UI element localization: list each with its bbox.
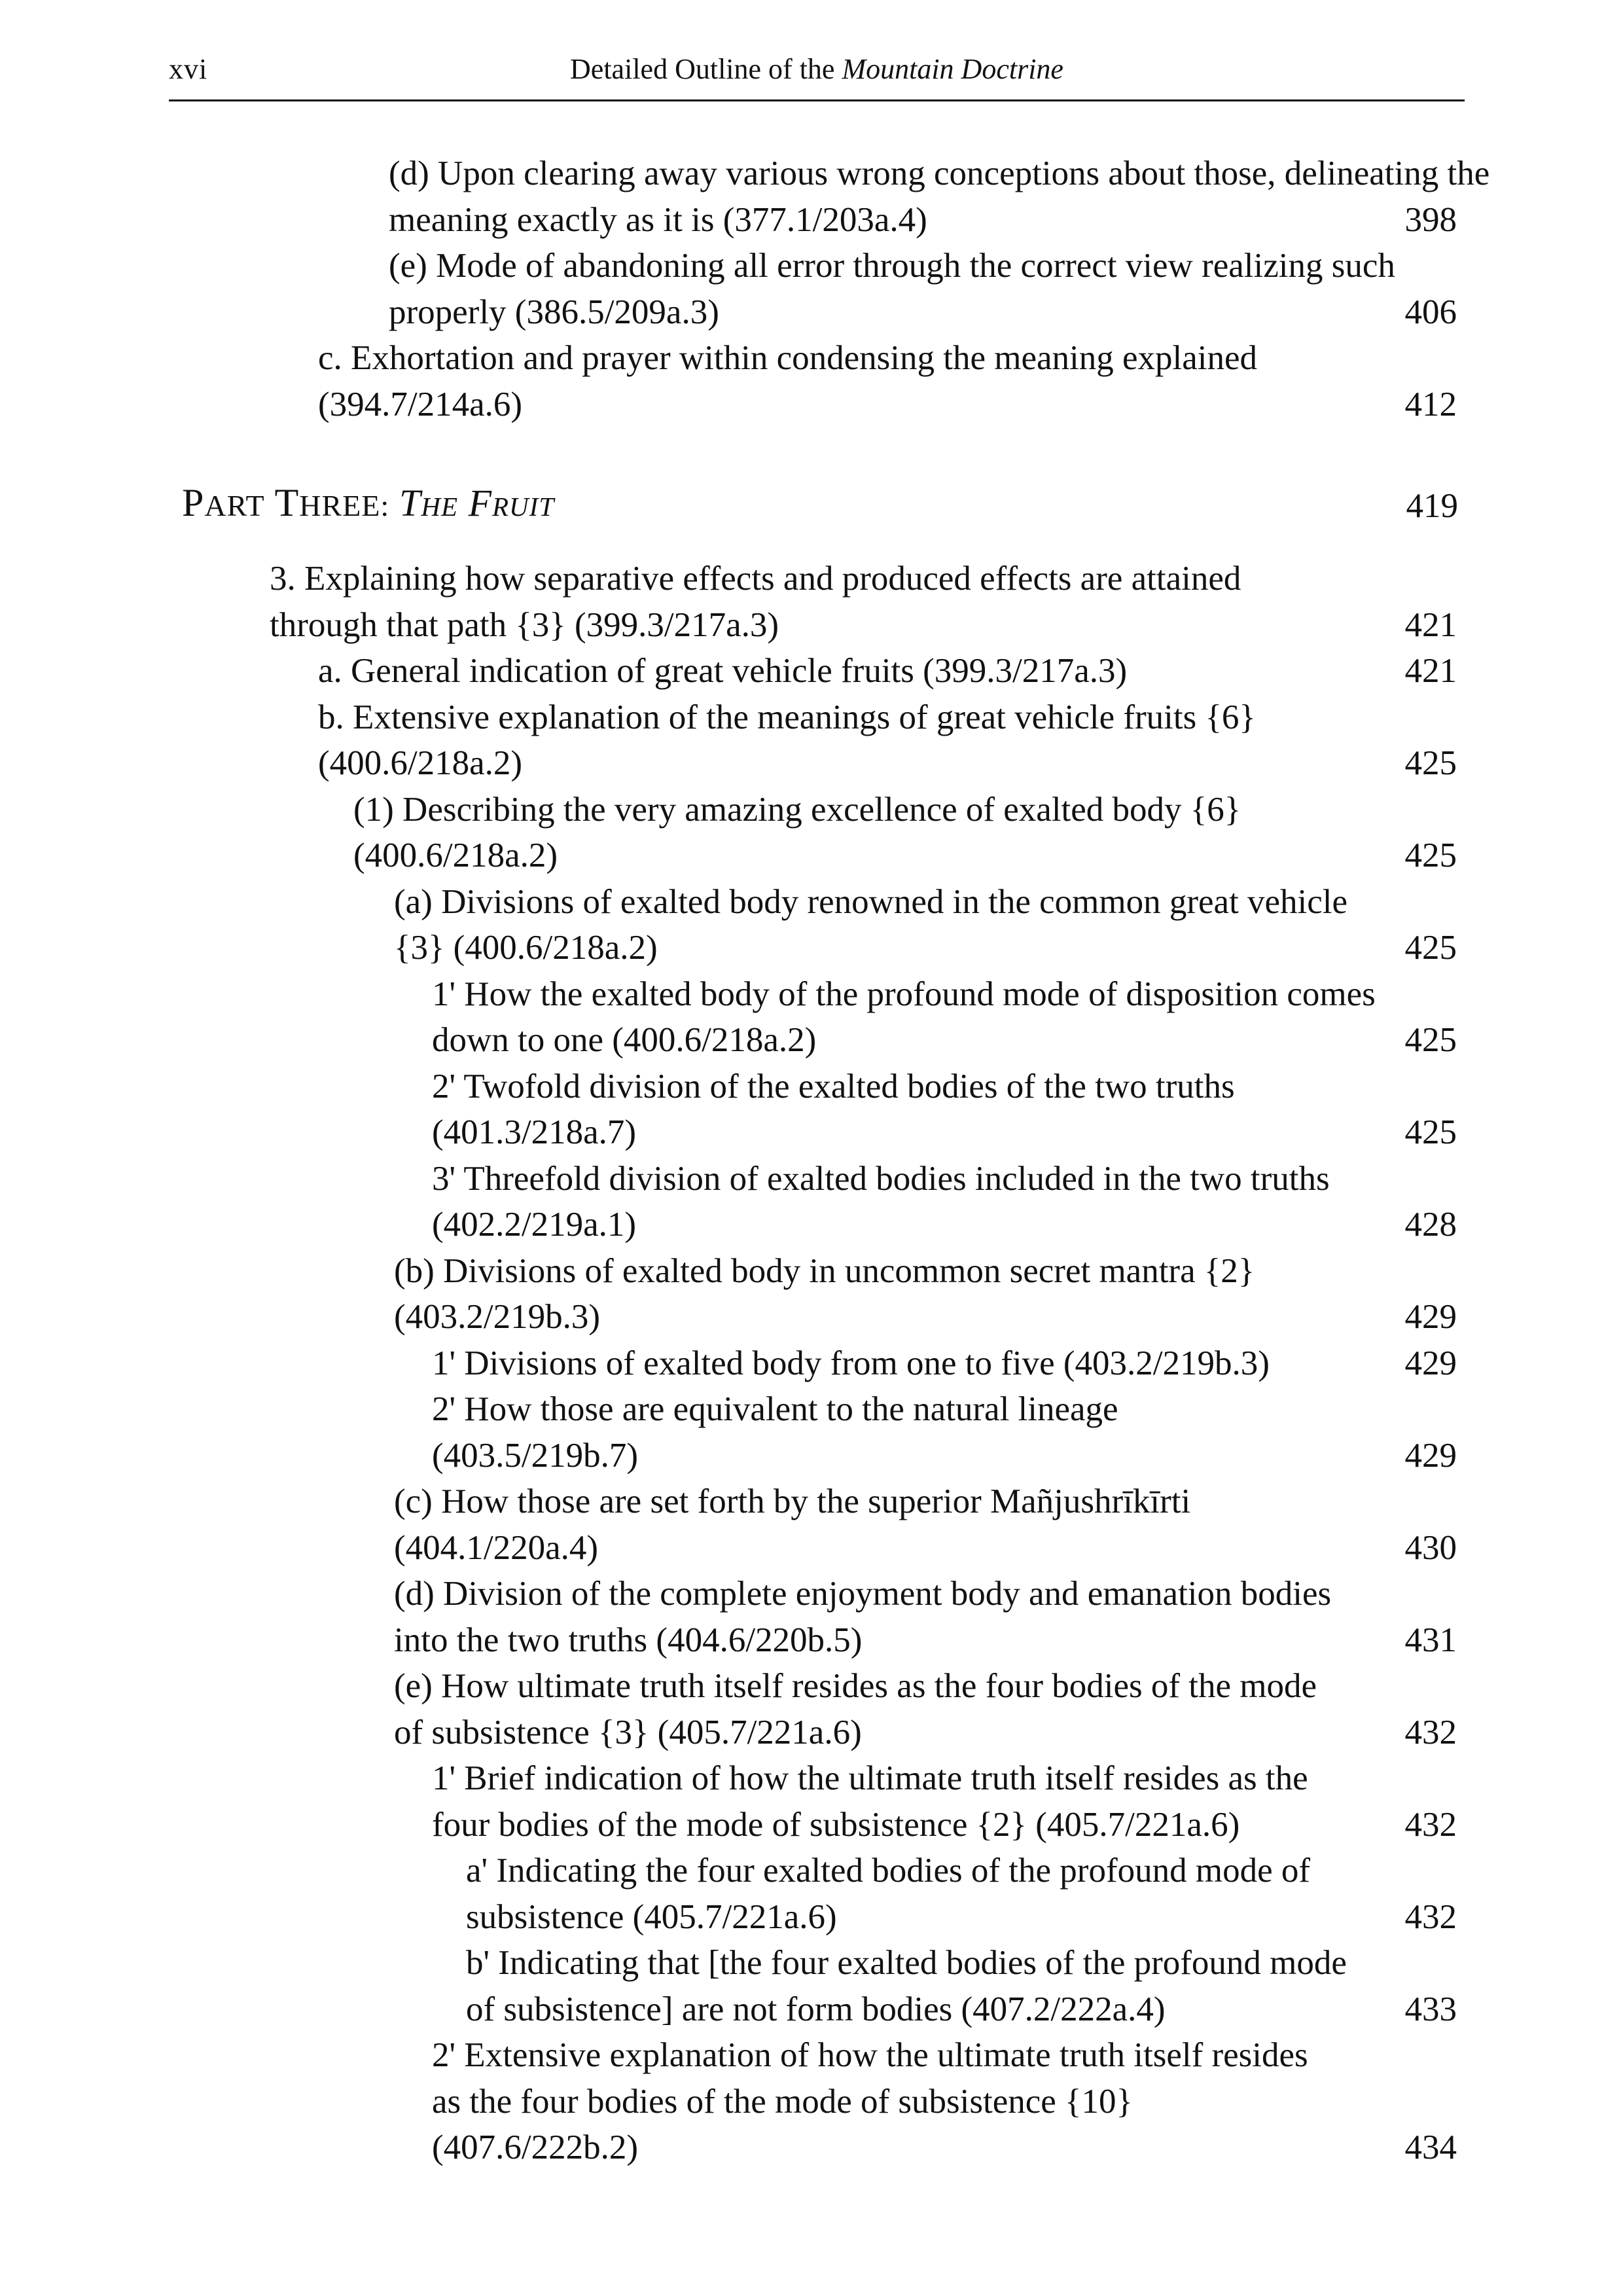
toc-entry-page: 432 [1404, 1713, 1457, 1751]
toc-entry-text: a' Indicating the four exalted bodies of the profound mode of subsistence (405.7/221a.6) [466, 1852, 1310, 1936]
toc-entry [318, 694, 1623, 787]
part-title: PART THREE: The Fruit [182, 481, 555, 524]
toc-entry [432, 1064, 1623, 1156]
part-subtitle: The Fruit [399, 482, 555, 524]
toc-entry-text: (d) Upon clearing away various wrong conceptions about those, delineating the meaning exactly as it is (377.1/203a.4) [389, 154, 1490, 239]
toc-entry-page: 425 [1404, 929, 1457, 967]
toc-entry-text: 1' How the exalted body of the profound mode of disposition comes down to one (400.6/218a.2) [432, 975, 1376, 1059]
toc-entry-page: 406 [1404, 293, 1457, 331]
toc-entry-page: 421 [1404, 652, 1457, 690]
part-page: 419 [1406, 487, 1458, 525]
toc-entry-text: c. Exhortation and prayer within condensing the meaning explained (394.7/214a.6) [318, 339, 1257, 423]
toc-entry-text: 3' Threefold division of exalted bodies included in the two truths (402.2/219a.1) [432, 1159, 1330, 1244]
toc-entry [318, 648, 1623, 694]
toc-entry [394, 1571, 1623, 1663]
toc-entry-text: b' Indicating that [the four exalted bodies of the profound mode of subsistence] are not form bodies (407.2/222a.4) [466, 1944, 1347, 2028]
toc-entry-page: 430 [1404, 1528, 1457, 1567]
toc-entry [389, 151, 1623, 243]
toc-entry-page: 429 [1404, 1344, 1457, 1382]
toc-entry-text: 3. Explaining how separative effects and produced effects are attained through that path {3} (399.3/217a.3) [270, 560, 1241, 644]
toc-entry-text: (d) Division of the complete enjoyment body and emanation bodies into the two truths (404.6/220b.5) [394, 1575, 1332, 1659]
toc-entry-page: 425 [1404, 1021, 1457, 1059]
toc-entry-page: 429 [1404, 1298, 1457, 1336]
toc-entry [432, 1386, 1623, 1479]
outline-list [0, 151, 1623, 2171]
folio-number: xvi [169, 53, 208, 85]
toc-entry-page: 432 [1404, 1897, 1457, 1936]
toc-entry-text: (1) Describing the very amazing excellence of exalted body {6} (400.6/218a.2) [353, 790, 1241, 874]
toc-entry-page: 421 [1404, 605, 1457, 644]
toc-entry-text: (a) Divisions of exalted body renowned in the common great vehicle {3} (400.6/218a.2) [394, 882, 1348, 967]
toc-entry [466, 1848, 1623, 1940]
toc-entry [353, 787, 1623, 879]
toc-entry [394, 1248, 1623, 1340]
toc-entry-page: 398 [1404, 200, 1457, 239]
toc-entry [432, 1755, 1623, 1848]
toc-entry-page: 429 [1404, 1436, 1457, 1475]
toc-entry [394, 1663, 1623, 1755]
toc-entry-page: 425 [1404, 1113, 1457, 1151]
toc-entry-page: 425 [1404, 836, 1457, 874]
running-header [169, 48, 1465, 101]
toc-entry-page: 433 [1404, 1990, 1457, 2028]
running-title-lead: Detailed Outline of the [570, 53, 842, 85]
toc-entry [394, 879, 1623, 971]
toc-entry-text: 2' Twofold division of the exalted bodies of the two truths (401.3/218a.7) [432, 1067, 1235, 1151]
toc-entry-text: 1' Brief indication of how the ultimate truth itself resides as the four bodies of the mode of subsistence {2} (405.7/221a.6) [432, 1759, 1308, 1844]
toc-entry [466, 1940, 1623, 2032]
toc-entry-page: 425 [1404, 744, 1457, 782]
toc-entry [432, 2032, 1623, 2171]
toc-entry [394, 1479, 1623, 1571]
toc-entry [432, 1156, 1623, 1248]
toc-entry-text: (b) Divisions of exalted body in uncommon secret mantra {2} (403.2/219b.3) [394, 1251, 1255, 1336]
toc-entry-text: a. General indication of great vehicle fruits (399.3/217a.3) [318, 652, 1128, 690]
toc-entry-page: 434 [1404, 2128, 1457, 2166]
toc-entry-text: (e) How ultimate truth itself resides as the four bodies of the mode of subsistence {3} (405.7/221a.6) [394, 1667, 1317, 1751]
toc-entry-text: b. Extensive explanation of the meanings of great vehicle fruits {6} (400.6/218a.2) [318, 698, 1256, 782]
toc-entry-text: (c) How those are set forth by the superior Mañjushrīkīrti (404.1/220a.4) [394, 1482, 1191, 1567]
part-heading [182, 476, 1458, 531]
toc-entry-page: 431 [1404, 1621, 1457, 1659]
toc-entry [389, 243, 1623, 335]
toc-entry-text: 2' Extensive explanation of how the ultimate truth itself resides as the four bodies of the mode of subsistence {10} (407.6/222b.2) [432, 2036, 1308, 2166]
toc-entry [432, 1340, 1623, 1387]
running-title-italic: Mountain Doctrine [842, 53, 1063, 85]
header-rule [169, 99, 1465, 101]
toc-entry-page: 432 [1404, 1805, 1457, 1844]
toc-entry [270, 556, 1623, 648]
running-title [169, 52, 1465, 86]
toc-entry-page: 428 [1404, 1206, 1457, 1244]
toc-entry [318, 335, 1623, 427]
toc-entry-text: (e) Mode of abandoning all error through the correct view realizing such properly (386.5/209a.3) [389, 247, 1395, 331]
toc-entry-text: 2' How those are equivalent to the natural lineage (403.5/219b.7) [432, 1390, 1118, 1475]
toc-entry-page: 412 [1404, 385, 1457, 423]
toc-entry [432, 971, 1623, 1064]
toc-entry-text: 1' Divisions of exalted body from one to five (403.2/219b.3) [432, 1344, 1270, 1382]
